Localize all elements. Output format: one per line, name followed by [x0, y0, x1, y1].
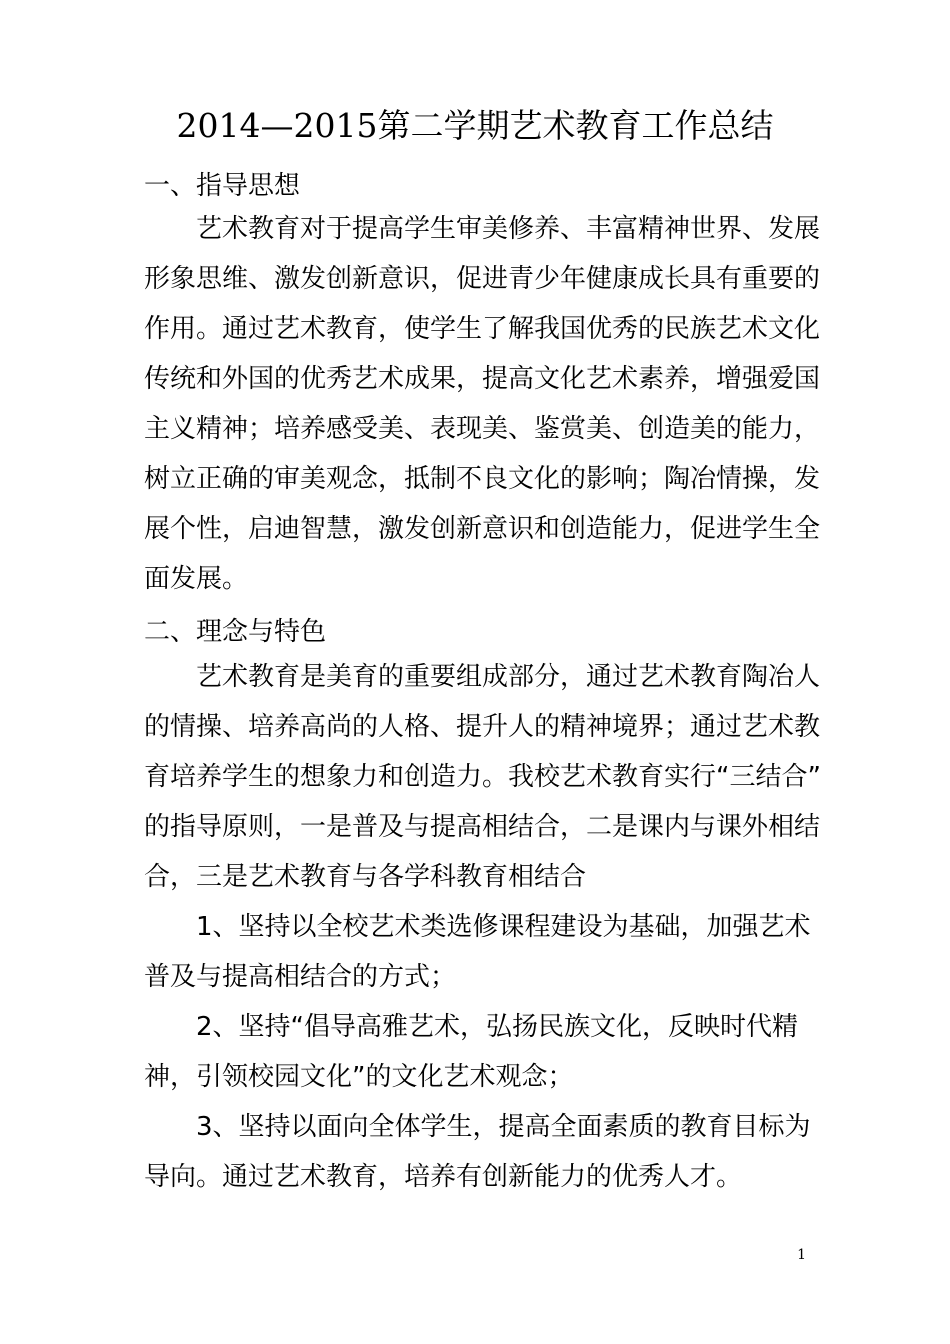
- list-item-line: 导向。通过艺术教育，培养有创新能力的优秀人才。: [144, 1162, 743, 1192]
- list-item-line: 神，引领校园文化”的文化艺术观念；: [144, 1062, 574, 1092]
- document-title: 2014—2015第二学期艺术教育工作总结: [176, 106, 774, 145]
- paragraph-line: 展个性，启迪智慧，激发创新意识和创造能力，促进学生全: [144, 514, 821, 544]
- list-item-3: [144, 1102, 814, 1202]
- paragraph-line: 作用。通过艺术教育，使学生了解我国优秀的民族艺术文化: [144, 314, 821, 344]
- list-item-line: 3、坚持以面向全体学生，提高全面素质的教育目标为: [196, 1112, 811, 1142]
- section1-paragraph: [144, 204, 821, 604]
- page-number: 1: [797, 1247, 806, 1263]
- paragraph-line: 树立正确的审美观念，抵制不良文化的影响；陶冶情操，发: [144, 464, 821, 494]
- section-heading-guiding-ideology: 一、指导思想: [144, 171, 301, 201]
- list-item-line: 2、坚持“倡导高雅艺术，弘扬民族文化，反映时代精: [196, 1012, 799, 1042]
- paragraph-line: 形象思维、激发创新意识，促进青少年健康成长具有重要的: [144, 264, 821, 294]
- paragraph-line: 传统和外国的优秀艺术成果，提高文化艺术素养，增强爱国: [144, 364, 821, 394]
- paragraph-line: 合，三是艺术教育与各学科教育相结合: [144, 862, 587, 892]
- list-item-line: 普及与提高相结合的方式；: [144, 962, 457, 992]
- list-item-2: [144, 1002, 814, 1102]
- section-heading-philosophy-features: 二、理念与特色: [144, 617, 327, 647]
- section2-paragraph: [144, 652, 821, 902]
- list-item-1: [144, 902, 814, 1002]
- paragraph-line: 的指导原则，一是普及与提高相结合，二是课内与课外相结: [144, 812, 821, 842]
- paragraph-line: 艺术教育是美育的重要组成部分，通过艺术教育陶冶人: [196, 662, 821, 692]
- paragraph-line: 育培养学生的想象力和创造力。我校艺术教育实行“三结合”: [144, 762, 821, 792]
- list-item-line: 1、坚持以全校艺术类选修课程建设为基础，加强艺术: [196, 912, 811, 942]
- paragraph-line: 面发展。: [144, 564, 249, 594]
- paragraph-line: 艺术教育对于提高学生审美修养、丰富精神世界、发展: [196, 214, 821, 244]
- paragraph-line: 的情操、培养高尚的人格、提升人的精神境界；通过艺术教: [144, 712, 821, 742]
- paragraph-line: 主义精神；培养感受美、表现美、鉴赏美、创造美的能力，: [144, 414, 821, 444]
